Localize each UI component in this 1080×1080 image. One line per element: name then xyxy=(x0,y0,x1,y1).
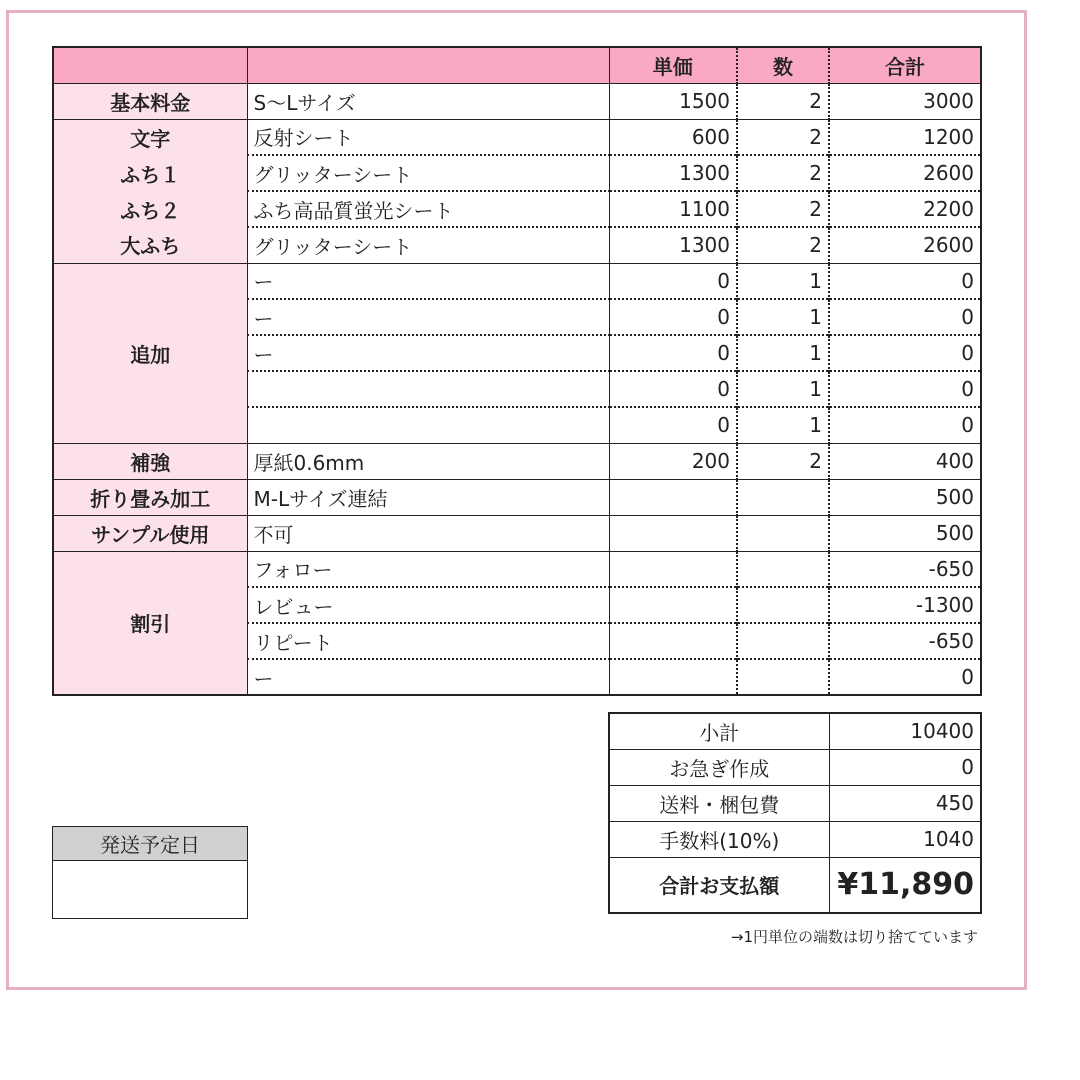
table-row xyxy=(53,443,981,479)
table-row xyxy=(53,191,981,227)
price-cell: 0 xyxy=(609,263,737,299)
category-cell: 折り畳み加工 xyxy=(53,479,247,515)
header-blank-item xyxy=(247,47,609,83)
qty-cell: 1 xyxy=(737,263,829,299)
summary-row-subtotal xyxy=(609,713,981,749)
total-cell: -1300 xyxy=(829,587,981,623)
total-cell: 0 xyxy=(829,299,981,335)
category-cell: ふち１ xyxy=(53,155,247,191)
total-cell: 2200 xyxy=(829,191,981,227)
rush-value: 0 xyxy=(829,749,981,785)
total-cell: 1200 xyxy=(829,119,981,155)
total-cell: 400 xyxy=(829,443,981,479)
item-cell: 厚紙0.6mm xyxy=(247,443,609,479)
qty-cell xyxy=(737,551,829,587)
qty-cell: 2 xyxy=(737,443,829,479)
table-row xyxy=(53,155,981,191)
rounding-note: →1円単位の端数は切り捨てています xyxy=(730,928,978,946)
price-cell xyxy=(609,623,737,659)
shipping-date-box xyxy=(52,826,248,919)
price-cell xyxy=(609,551,737,587)
total-cell: 2600 xyxy=(829,227,981,263)
item-cell xyxy=(247,407,609,443)
qty-cell: 2 xyxy=(737,155,829,191)
qty-cell: 1 xyxy=(737,335,829,371)
item-cell: 不可 xyxy=(247,515,609,551)
table-row xyxy=(53,227,981,263)
category-cell: 補強 xyxy=(53,443,247,479)
summary-row-fee xyxy=(609,821,981,857)
total-cell: -650 xyxy=(829,623,981,659)
table-row xyxy=(53,263,981,299)
price-cell: 0 xyxy=(609,371,737,407)
price-cell: 0 xyxy=(609,299,737,335)
qty-cell xyxy=(737,515,829,551)
summary-table xyxy=(608,712,982,914)
total-cell: 0 xyxy=(829,371,981,407)
price-cell: 0 xyxy=(609,407,737,443)
shipping-date-label: 発送予定日 xyxy=(53,827,248,861)
category-cell: 基本料金 xyxy=(53,83,247,119)
summary-row-rush xyxy=(609,749,981,785)
qty-cell xyxy=(737,659,829,695)
category-cell: サンプル使用 xyxy=(53,515,247,551)
total-cell: -650 xyxy=(829,551,981,587)
summary-row-grand-total xyxy=(609,857,981,913)
qty-cell: 1 xyxy=(737,299,829,335)
price-cell: 1500 xyxy=(609,83,737,119)
rush-label: お急ぎ作成 xyxy=(609,749,829,785)
item-cell: ー xyxy=(247,299,609,335)
item-cell: グリッターシート xyxy=(247,155,609,191)
subtotal-label: 小計 xyxy=(609,713,829,749)
qty-cell: 2 xyxy=(737,227,829,263)
item-cell: 反射シート xyxy=(247,119,609,155)
qty-cell: 2 xyxy=(737,191,829,227)
item-cell: ー xyxy=(247,335,609,371)
total-cell: 2600 xyxy=(829,155,981,191)
price-cell xyxy=(609,479,737,515)
grand-total-label: 合計お支払額 xyxy=(609,857,829,913)
total-cell: 0 xyxy=(829,407,981,443)
price-cell: 1100 xyxy=(609,191,737,227)
item-cell: リピート xyxy=(247,623,609,659)
header-quantity: 数 xyxy=(737,47,829,83)
header-unit-price: 単価 xyxy=(609,47,737,83)
table-row xyxy=(53,119,981,155)
category-cell: ふち２ xyxy=(53,191,247,227)
summary-row-shipping xyxy=(609,785,981,821)
price-cell xyxy=(609,587,737,623)
item-cell: M-Lサイズ連結 xyxy=(247,479,609,515)
table-row xyxy=(53,551,981,587)
total-cell: 3000 xyxy=(829,83,981,119)
item-cell: ふち高品質蛍光シート xyxy=(247,191,609,227)
category-cell: 文字 xyxy=(53,119,247,155)
qty-cell xyxy=(737,479,829,515)
shipping-label: 送料・梱包費 xyxy=(609,785,829,821)
item-cell: レビュー xyxy=(247,587,609,623)
fee-value: 1040 xyxy=(829,821,981,857)
shipping-date-value xyxy=(53,861,248,919)
category-cell: 追加 xyxy=(53,263,247,443)
total-cell: 0 xyxy=(829,263,981,299)
price-cell: 200 xyxy=(609,443,737,479)
table-row xyxy=(53,479,981,515)
qty-cell: 1 xyxy=(737,371,829,407)
price-cell: 0 xyxy=(609,335,737,371)
total-cell: 0 xyxy=(829,659,981,695)
header-total: 合計 xyxy=(829,47,981,83)
table-row xyxy=(53,515,981,551)
table-header xyxy=(53,47,981,83)
price-table xyxy=(52,46,982,696)
subtotal-value: 10400 xyxy=(829,713,981,749)
price-cell xyxy=(609,515,737,551)
shipping-value: 450 xyxy=(829,785,981,821)
category-cell: 割引 xyxy=(53,551,247,695)
grand-total-value: ¥11,890 xyxy=(829,857,981,913)
price-cell: 600 xyxy=(609,119,737,155)
price-cell: 1300 xyxy=(609,227,737,263)
qty-cell: 2 xyxy=(737,83,829,119)
table-row xyxy=(53,83,981,119)
item-cell: ー xyxy=(247,659,609,695)
total-cell: 500 xyxy=(829,515,981,551)
price-cell: 1300 xyxy=(609,155,737,191)
qty-cell xyxy=(737,587,829,623)
item-cell xyxy=(247,371,609,407)
qty-cell xyxy=(737,623,829,659)
price-cell xyxy=(609,659,737,695)
qty-cell: 1 xyxy=(737,407,829,443)
header-blank-category xyxy=(53,47,247,83)
total-cell: 500 xyxy=(829,479,981,515)
item-cell: グリッターシート xyxy=(247,227,609,263)
qty-cell: 2 xyxy=(737,119,829,155)
total-cell: 0 xyxy=(829,335,981,371)
item-cell: フォロー xyxy=(247,551,609,587)
item-cell: S〜Lサイズ xyxy=(247,83,609,119)
item-cell: ー xyxy=(247,263,609,299)
category-cell: 大ふち xyxy=(53,227,247,263)
fee-label: 手数料(10%) xyxy=(609,821,829,857)
